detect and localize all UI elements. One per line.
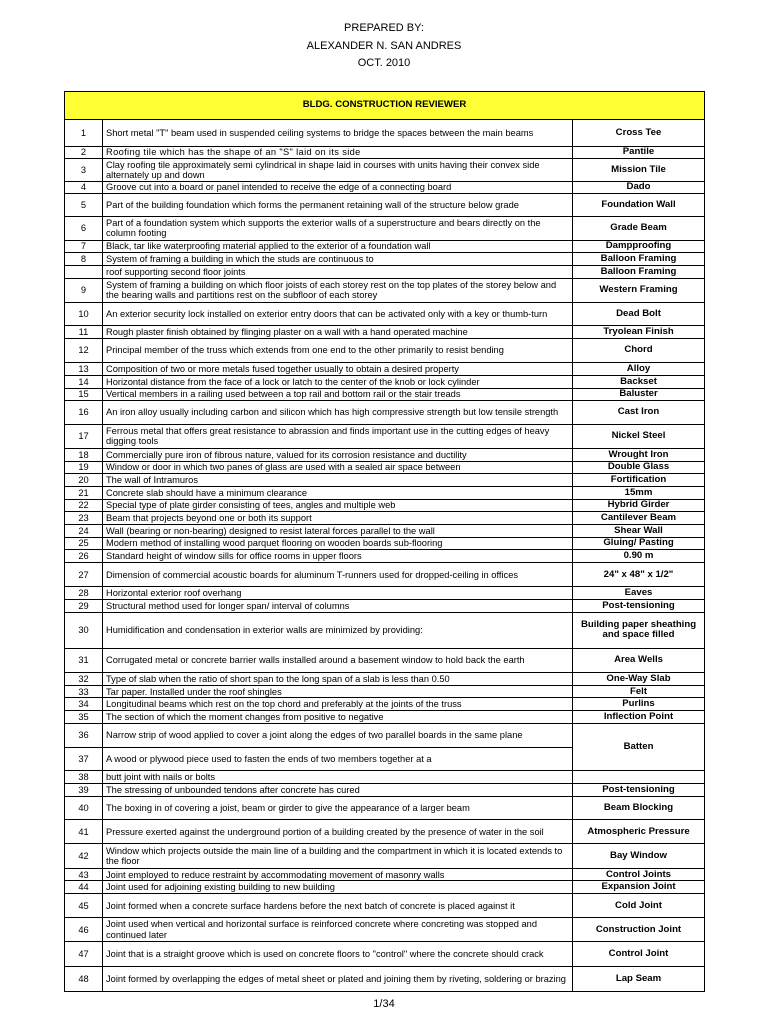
answer-text: Fortification bbox=[573, 474, 705, 487]
table-row bbox=[65, 512, 705, 525]
item-number: 21 bbox=[65, 486, 103, 499]
item-number: 30 bbox=[65, 612, 103, 648]
table-row bbox=[65, 461, 705, 474]
item-number: 3 bbox=[65, 158, 103, 181]
question-text: The wall of Intramuros bbox=[103, 474, 573, 487]
answer-text: Foundation Wall bbox=[573, 194, 705, 217]
table-row bbox=[65, 648, 705, 672]
answer-text: Wrought Iron bbox=[573, 448, 705, 461]
table-row bbox=[65, 338, 705, 362]
item-number: 24 bbox=[65, 525, 103, 538]
item-number: 42 bbox=[65, 844, 103, 868]
item-number: 27 bbox=[65, 563, 103, 587]
question-text: Black, tar like waterproofing material applied to the exterior of a foundation wall bbox=[103, 240, 573, 253]
question-text: An exterior security lock installed on exterior entry doors that can be activated only with a key or thumb-turn bbox=[103, 302, 573, 325]
item-number: 31 bbox=[65, 648, 103, 672]
answer-text: Dead Bolt bbox=[573, 302, 705, 325]
answer-text: 24" x 48" x 1/2" bbox=[573, 563, 705, 587]
answer-text: Double Glass bbox=[573, 461, 705, 474]
question-text: Horizontal exterior roof overhang bbox=[103, 587, 573, 600]
question-text: Tar paper. Installed under the roof shingles bbox=[103, 685, 573, 698]
table-row bbox=[65, 448, 705, 461]
question-text: Window or door in which two panes of glass are used with a sealed air space between bbox=[103, 461, 573, 474]
item-number: 28 bbox=[65, 587, 103, 600]
answer-text: Expansion Joint bbox=[573, 881, 705, 894]
answer-text: Cast Iron bbox=[573, 401, 705, 424]
prepared-by-label: PREPARED BY: bbox=[344, 22, 424, 34]
question-text: Short metal "T" beam used in suspended ceiling systems to bridge the spaces between the main beams bbox=[103, 119, 573, 147]
item-number: 36 bbox=[65, 723, 103, 747]
item-number: 6 bbox=[65, 217, 103, 240]
table-row bbox=[65, 182, 705, 194]
question-text: Beam that projects beyond one or both its support bbox=[103, 512, 573, 525]
item-number: 17 bbox=[65, 424, 103, 448]
table-row bbox=[65, 796, 705, 819]
answer-text: Post-tensioning bbox=[573, 784, 705, 797]
item-number: 44 bbox=[65, 881, 103, 894]
question-text: Humidification and condensation in exterior walls are minimized by providing: bbox=[103, 612, 573, 648]
answer-text: Cold Joint bbox=[573, 894, 705, 918]
question-text: Joint employed to reduce restraint by accommodating movement of masonry walls bbox=[103, 868, 573, 881]
question-text: Joint that is a straight groove which is used on concrete floors to "control" where the concrete should crack bbox=[103, 941, 573, 966]
table-row bbox=[65, 147, 705, 159]
answer-text: Control Joints bbox=[573, 868, 705, 881]
item-number: 4 bbox=[65, 182, 103, 194]
item-number: 12 bbox=[65, 338, 103, 362]
question-text: Joint used when vertical and horizontal surface is reinforced concrete where concreting was stopped and continued later bbox=[103, 918, 573, 941]
item-number: 2 bbox=[65, 147, 103, 159]
table-row bbox=[65, 711, 705, 724]
table-row bbox=[65, 302, 705, 325]
answer-text: Lap Seam bbox=[573, 967, 705, 992]
question-text: Joint formed when a concrete surface hardens before the next batch of concrete is placed against it bbox=[103, 894, 573, 918]
question-text: Structural method used for longer span/ interval of columns bbox=[103, 600, 573, 613]
page-number: 1/34 bbox=[373, 998, 395, 1010]
question-text: Vertical members in a railing used between a top rail and bottom rail or the stair treads bbox=[103, 388, 573, 401]
table-row bbox=[65, 881, 705, 894]
table-row bbox=[65, 685, 705, 698]
table-row bbox=[65, 424, 705, 448]
answer-text: Chord bbox=[573, 338, 705, 362]
answer-text: Post-tensioning bbox=[573, 600, 705, 613]
table-row bbox=[65, 265, 705, 278]
answer-text: Beam Blocking bbox=[573, 796, 705, 819]
table-row bbox=[65, 253, 705, 266]
table-row bbox=[65, 375, 705, 388]
question-text: Window which projects outside the main line of a building and the compartment in which it is located extends to the floor bbox=[103, 844, 573, 868]
item-number: 33 bbox=[65, 685, 103, 698]
table-row bbox=[65, 401, 705, 424]
item-number: 5 bbox=[65, 194, 103, 217]
item-number: 29 bbox=[65, 600, 103, 613]
item-number: 47 bbox=[65, 941, 103, 966]
question-text: Type of slab when the ratio of short span to the long span of a slab is less than 0.50 bbox=[103, 673, 573, 686]
question-text: Roofing tile which has the shape of an "S" laid on its side bbox=[103, 147, 573, 159]
answer-text: Dampproofing bbox=[573, 240, 705, 253]
item-number: 20 bbox=[65, 474, 103, 487]
table-row bbox=[65, 784, 705, 797]
author-name: ALEXANDER N. SAN ANDRES bbox=[306, 39, 462, 52]
prepared-by-header bbox=[0, 20, 768, 73]
reviewer-table bbox=[64, 91, 705, 992]
answer-text: Purlins bbox=[573, 698, 705, 711]
table-row bbox=[65, 499, 705, 512]
answer-text: Eaves bbox=[573, 587, 705, 600]
item-number bbox=[65, 265, 103, 278]
table-row bbox=[65, 158, 705, 181]
table-row bbox=[65, 240, 705, 253]
answer-text: Inflection Point bbox=[573, 711, 705, 724]
table-row bbox=[65, 844, 705, 868]
answer-text: Tryolean Finish bbox=[573, 326, 705, 339]
answer-text: Baluster bbox=[573, 388, 705, 401]
answer-text: Mission Tile bbox=[573, 158, 705, 181]
item-number: 41 bbox=[65, 820, 103, 844]
question-text: butt joint with nails or bolts bbox=[103, 771, 573, 784]
item-number: 14 bbox=[65, 375, 103, 388]
table-row bbox=[65, 587, 705, 600]
answer-text: Pantile bbox=[573, 147, 705, 159]
question-text: Horizontal distance from the face of a lock or latch to the center of the knob or lock cylinder bbox=[103, 375, 573, 388]
answer-text: Felt bbox=[573, 685, 705, 698]
item-number: 37 bbox=[65, 748, 103, 771]
item-number: 19 bbox=[65, 461, 103, 474]
question-text: Dimension of commercial acoustic boards for aluminum T-runners used for dropped-ceiling in offices bbox=[103, 563, 573, 587]
answer-text: 0.90 m bbox=[573, 550, 705, 563]
question-text: Clay roofing tile approximately semi cylindrical in shape laid in courses with units having their convex side alternately up and down bbox=[103, 158, 573, 181]
item-number: 32 bbox=[65, 673, 103, 686]
question-text: roof supporting second floor joints bbox=[103, 265, 573, 278]
item-number: 40 bbox=[65, 796, 103, 819]
item-number: 38 bbox=[65, 771, 103, 784]
question-text: Part of a foundation system which supports the exterior walls of a superstructure and bears directly on the column footing bbox=[103, 217, 573, 240]
table-title: BLDG. CONSTRUCTION REVIEWER bbox=[65, 92, 705, 120]
answer-text: Gluing/ Pasting bbox=[573, 537, 705, 550]
table-row bbox=[65, 918, 705, 941]
table-row bbox=[65, 563, 705, 587]
answer-text: Building paper sheathing and space filled bbox=[573, 612, 705, 648]
question-text: System of framing a building in which the studs are continuous to bbox=[103, 253, 573, 266]
item-number: 15 bbox=[65, 388, 103, 401]
item-number: 13 bbox=[65, 363, 103, 376]
table-row bbox=[65, 868, 705, 881]
table-row bbox=[65, 278, 705, 302]
table-row bbox=[65, 894, 705, 918]
table-row bbox=[65, 486, 705, 499]
answer-text: Dado bbox=[573, 182, 705, 194]
question-text: The stressing of unbounded tendons after concrete has cured bbox=[103, 784, 573, 797]
question-text: Standard height of window sills for office rooms in upper floors bbox=[103, 550, 573, 563]
answer-text: Area Wells bbox=[573, 648, 705, 672]
question-text: Wall (bearing or non-bearing) designed to resist lateral forces parallel to the wall bbox=[103, 525, 573, 538]
question-text: Composition of two or more metals fused together usually to obtain a desired property bbox=[103, 363, 573, 376]
table-row bbox=[65, 698, 705, 711]
table-row bbox=[65, 771, 705, 784]
answer-text: Construction Joint bbox=[573, 918, 705, 941]
table-row bbox=[65, 550, 705, 563]
table-row bbox=[65, 525, 705, 538]
answer-text bbox=[573, 771, 705, 784]
item-number: 18 bbox=[65, 448, 103, 461]
question-text: Concrete slab should have a minimum clearance bbox=[103, 486, 573, 499]
question-text: The boxing in of covering a joist, beam or girder to give the appearance of a larger beam bbox=[103, 796, 573, 819]
item-number: 25 bbox=[65, 537, 103, 550]
question-text: Groove cut into a board or panel intended to receive the edge of a connecting board bbox=[103, 182, 573, 194]
item-number: 23 bbox=[65, 512, 103, 525]
table-row bbox=[65, 537, 705, 550]
table-row bbox=[65, 673, 705, 686]
item-number: 22 bbox=[65, 499, 103, 512]
answer-text: Alloy bbox=[573, 363, 705, 376]
item-number: 11 bbox=[65, 326, 103, 339]
table-row bbox=[65, 474, 705, 487]
item-number: 26 bbox=[65, 550, 103, 563]
item-number: 46 bbox=[65, 918, 103, 941]
question-text: Pressure exerted against the underground portion of a building created by the presence of water in the soil bbox=[103, 820, 573, 844]
table-row bbox=[65, 820, 705, 844]
answer-text: Balloon Framing bbox=[573, 265, 705, 278]
question-text: Modern method of installing wood parquet flooring on wooden boards sub-flooring bbox=[103, 537, 573, 550]
answer-text: Nickel Steel bbox=[573, 424, 705, 448]
answer-text: Western Framing bbox=[573, 278, 705, 302]
table-row bbox=[65, 723, 705, 747]
document-date: OCT. 2010 bbox=[357, 57, 411, 69]
answer-text: Hybrid Girder bbox=[573, 499, 705, 512]
item-number: 39 bbox=[65, 784, 103, 797]
answer-text: Backset bbox=[573, 375, 705, 388]
table-row bbox=[65, 612, 705, 648]
question-text: The section of which the moment changes from positive to negative bbox=[103, 711, 573, 724]
question-text: Ferrous metal that offers great resistance to abrassion and finds important use in the cutting edges of heavy digging tools bbox=[103, 424, 573, 448]
item-number: 48 bbox=[65, 967, 103, 992]
answer-text: Control Joint bbox=[573, 941, 705, 966]
answer-text: Batten bbox=[573, 723, 705, 771]
table-row bbox=[65, 967, 705, 992]
question-text: Corrugated metal or concrete barrier walls installed around a basement window to hold back the earth bbox=[103, 648, 573, 672]
question-text: A wood or plywood piece used to fasten the ends of two members together at a bbox=[103, 748, 573, 771]
answer-text: Balloon Framing bbox=[573, 253, 705, 266]
table-row bbox=[65, 388, 705, 401]
answer-text: Bay Window bbox=[573, 844, 705, 868]
table-row bbox=[65, 326, 705, 339]
answer-text: Atmospheric Pressure bbox=[573, 820, 705, 844]
table-row bbox=[65, 194, 705, 217]
answer-text: Grade Beam bbox=[573, 217, 705, 240]
question-text: Principal member of the truss which extends from one end to the other primarily to resist bending bbox=[103, 338, 573, 362]
question-text: Joint formed by overlapping the edges of metal sheet or plated and joining them by riveting, soldering or brazing bbox=[103, 967, 573, 992]
table-row bbox=[65, 217, 705, 240]
answer-text: Shear Wall bbox=[573, 525, 705, 538]
table-title-row bbox=[65, 92, 705, 120]
question-text: An iron alloy usually including carbon and silicon which has high compressive strength but low tensile strength bbox=[103, 401, 573, 424]
question-text: System of framing a building on which floor joists of each storey rest on the top plates of the storey below and the bearing walls and partitions rest on the subfloor of each storey bbox=[103, 278, 573, 302]
table-row bbox=[65, 119, 705, 147]
item-number: 1 bbox=[65, 119, 103, 147]
question-text: Narrow strip of wood applied to cover a joint along the edges of two parallel boards in the same plane bbox=[103, 723, 573, 747]
item-number: 8 bbox=[65, 253, 103, 266]
question-text: Rough plaster finish obtained by flinging plaster on a wall with a hand operated machine bbox=[103, 326, 573, 339]
table-row bbox=[65, 600, 705, 613]
question-text: Part of the building foundation which forms the permanent retaining wall of the structure below grade bbox=[103, 194, 573, 217]
item-number: 43 bbox=[65, 868, 103, 881]
table-row bbox=[65, 941, 705, 966]
answer-text: Cantilever Beam bbox=[573, 512, 705, 525]
question-text: Joint used for adjoining existing building to new building bbox=[103, 881, 573, 894]
question-text: Special type of plate girder consisting of tees, angles and multiple web bbox=[103, 499, 573, 512]
answer-text: One-Way Slab bbox=[573, 673, 705, 686]
item-number: 45 bbox=[65, 894, 103, 918]
item-number: 10 bbox=[65, 302, 103, 325]
answer-text: 15mm bbox=[573, 486, 705, 499]
item-number: 16 bbox=[65, 401, 103, 424]
table-row bbox=[65, 363, 705, 376]
item-number: 7 bbox=[65, 240, 103, 253]
question-text: Commercially pure iron of fibrous nature, valued for its corrosion resistance and ductility bbox=[103, 448, 573, 461]
question-text: Longitudinal beams which rest on the top chord and preferably at the joints of the truss bbox=[103, 698, 573, 711]
item-number: 34 bbox=[65, 698, 103, 711]
item-number: 35 bbox=[65, 711, 103, 724]
item-number: 9 bbox=[65, 278, 103, 302]
answer-text: Cross Tee bbox=[573, 119, 705, 147]
